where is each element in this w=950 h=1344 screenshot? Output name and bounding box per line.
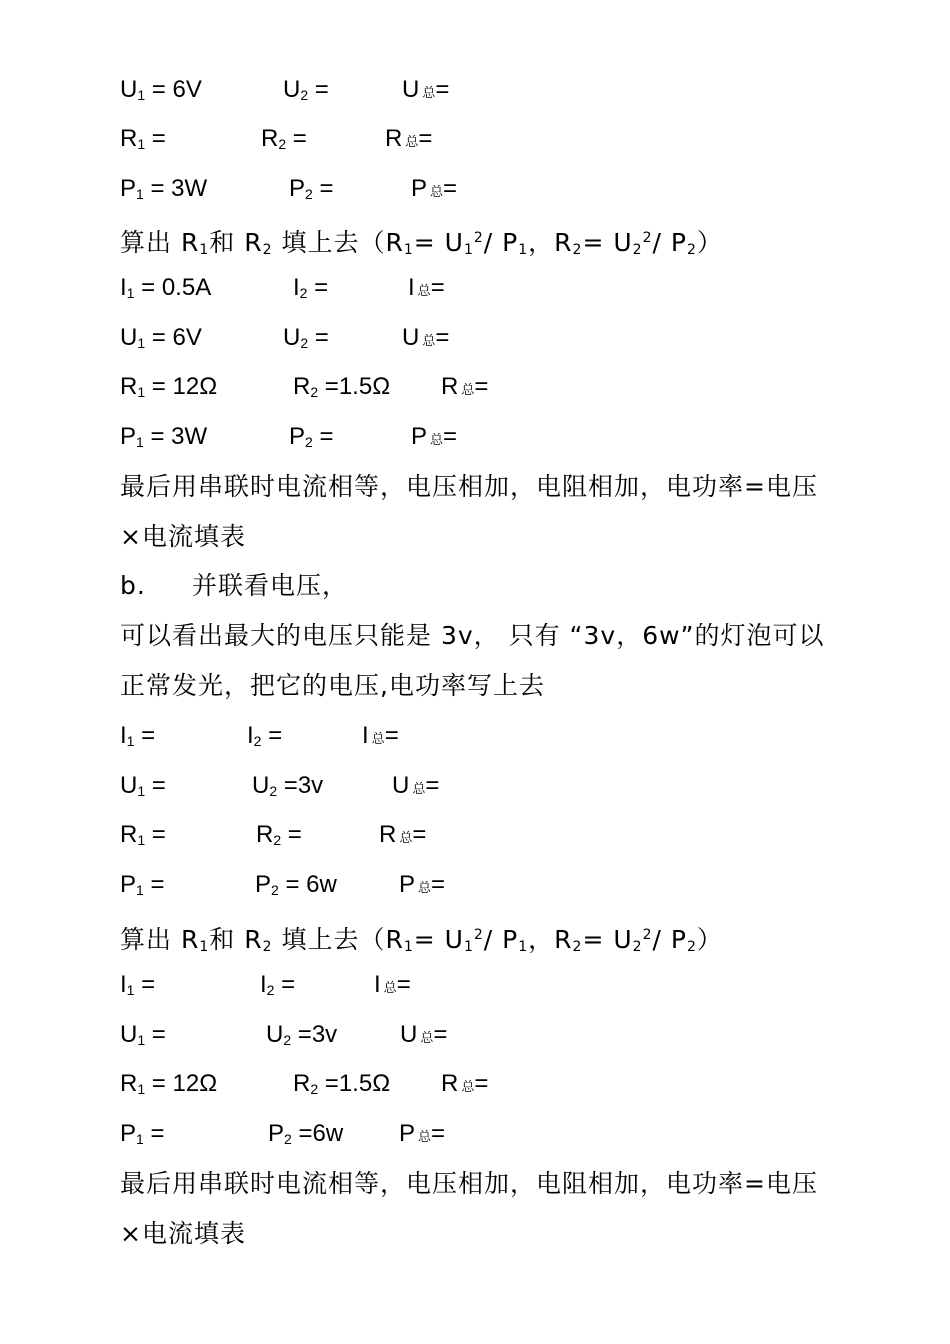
section-heading xyxy=(120,566,349,606)
document-page: $U_1 = 6V$ $U_2$ = U 总= $R_1$ = $R_2$ = R 总= $P_1 = 3W$ $P_2$ = P 总= 算出 $R_1$和 $R_2$ 填上去（$R_1= U_1^2/$ $P_1$，$R_2= U_2^2/$ $P_2$） $I_1 = 0.5A$ $I_2$ = I 总= $U_1 = 6V$ $U_2$ = U 总= $R_1 = 12\Omega$ $R_2 =1.5\Omega$ R 总= $P_1 = 3W$ $P_2$ = P 总= 最后用串联时电流相等，电压相加，电阻相加，电功率=电压 ×电流填表 b. 并联看电压， 可以看出最大的电压只能是 3v， 只有 “3v，6w”的灯泡可以 正常发光，把它的电压,电功率写上去 $I_1$ = $I_2$ = I 总= $U_1$ = $U_2 =3v$ U 总= $R_1$ = $R_2$ = R 总= $P_1$ = $P_2 = 6w$ P 总= 算出 $R_1$和 $R_2$ 填上去（$R_1= U_1^2/$ $P_1$，$R_2= U_2^2/$ $P_2$） $I_1$ = $I_2$ = I 总= $U_1$ = $U_2 =3v$ U 总= $R_1 = 12\Omega$ $R_2 =1.5\Omega$ R 总= $P_1$ = $P_2 =6w$ P 总= 最后用串联时电流相等，电压相加，电阻相加，电功率=电压 ×电流填表 xyxy=(0,0,950,1344)
calc-instruction: 算出 $R_1$和 $R_2$ 填上去（$R_1= U_1^2/$ $P_1$，$R_2= U_2^2/$ $P_2$） xyxy=(120,228,723,258)
section-title: 并联看电压， xyxy=(192,571,349,600)
u2-value: 3v xyxy=(311,1021,338,1048)
total-subscript: 总 xyxy=(422,333,436,348)
total-subscript: 总 xyxy=(461,382,475,397)
calc-instruction: 算出 $R_1$和 $R_2$ 填上去（$R_1= U_1^2/$ $P_1$，$R_2= U_2^2/$ $P_2$） xyxy=(120,925,723,955)
r1-value: 12Ω xyxy=(172,1070,218,1097)
total-subscript: 总 xyxy=(412,781,426,796)
paragraph-text: 可以看出最大的电压只能是 3v， 只有 “3v，6w”的灯泡可以 xyxy=(120,621,825,650)
u1-value: 6V xyxy=(172,76,202,103)
r2-value: 1.5Ω xyxy=(338,373,391,400)
total-subscript: 总 xyxy=(417,283,431,298)
total-subscript: 总 xyxy=(405,134,419,149)
conclusion-text: ×电流填表 xyxy=(120,522,246,551)
total-subscript: 总 xyxy=(420,1030,434,1045)
p1-value: 3W xyxy=(171,175,208,202)
i1-value: 0.5A xyxy=(161,274,212,301)
paragraph-text: 正常发光，把它的电压,电功率写上去 xyxy=(120,671,545,700)
conclusion-text: ×电流填表 xyxy=(120,1219,246,1248)
conclusion-text: 最后用串联时电流相等，电压相加，电阻相加，电功率=电压 xyxy=(120,1169,818,1198)
total-subscript: 总 xyxy=(371,731,385,746)
p1-value: 3W xyxy=(171,423,208,450)
total-subscript: 总 xyxy=(430,432,444,447)
total-subscript: 总 xyxy=(422,85,436,100)
r2-value: 1.5Ω xyxy=(338,1070,391,1097)
p2-value: 6w xyxy=(312,1120,344,1147)
conclusion-text: 最后用串联时电流相等，电压相加，电阻相加，电功率=电压 xyxy=(120,472,818,501)
p2-value: 6w xyxy=(306,871,337,898)
u2-value: 3v xyxy=(297,772,324,799)
r1-value: 12Ω xyxy=(172,373,218,400)
u1-value: 6V xyxy=(172,324,202,351)
total-subscript: 总 xyxy=(461,1079,475,1094)
total-subscript: 总 xyxy=(418,880,432,895)
total-subscript: 总 xyxy=(430,184,444,199)
section-label: b. xyxy=(120,571,146,600)
total-subscript: 总 xyxy=(418,1129,432,1144)
total-subscript: 总 xyxy=(399,830,413,845)
total-subscript: 总 xyxy=(383,980,397,995)
